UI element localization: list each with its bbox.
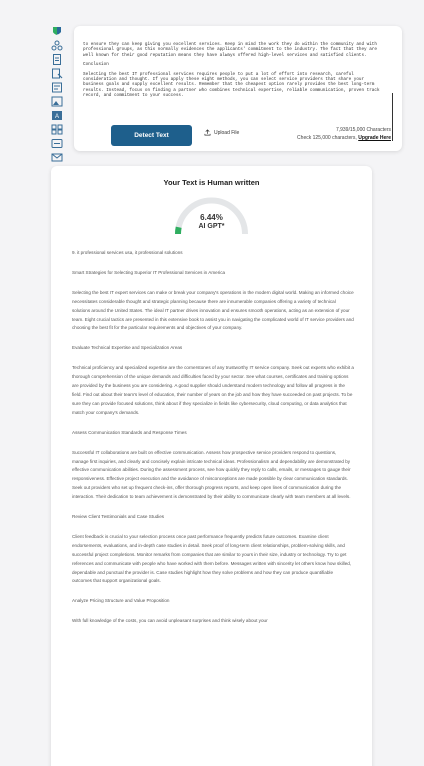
result-paragraph: Review Client Testimonials and Case Studies	[72, 514, 165, 520]
ai-score-percent: 6.44%	[200, 213, 223, 222]
translate-icon[interactable]	[50, 138, 64, 149]
result-paragraph: Analyze Pricing Structure and Value Proposition	[72, 598, 170, 604]
character-count: 7,939/15,000 Characters	[335, 127, 391, 133]
input-heading: Conclusion	[83, 62, 109, 68]
check-limit-text: Check 125,000 characters,	[297, 135, 357, 141]
result-paragraph: With full knowledge of the costs, you can avoid unpleasant surprises and think wisely about your	[72, 618, 268, 624]
result-title: Your Text is Human written	[163, 178, 260, 187]
image-icon[interactable]	[50, 96, 64, 107]
result-card	[51, 166, 372, 766]
upload-file-button[interactable]	[204, 129, 239, 136]
text-input-area[interactable]	[83, 42, 385, 103]
sidebar	[50, 26, 66, 163]
upload-icon	[204, 129, 211, 136]
character-info	[297, 126, 391, 142]
result-paragraph: Client feedback is crucial to your selection process once past performance frequently predicts future outcomes. Examine client endorsements, evaluations, and in-depth case studies in detail. Seek proof of long-term client relationships, problem-solving skills, and successful project completions. Monitor remarks from companies that are similar to yours in their size, industry or technology. Try to get references and communicate with people who have worked with them before. Messages written with sincerity let others know how skilled, dependable and punctual the provider is. Case studies highlight how they solve problems and how they can produce quantifiable outcomes that support organizational goals.	[72, 533, 352, 584]
result-paragraph: Assess Communication Standards and Response Times	[72, 429, 187, 435]
result-paragraph: Smart Strategies for Selecting Superior IT Professional Services in America	[72, 269, 226, 275]
plagiarism-icon[interactable]	[50, 40, 64, 51]
scrollbar[interactable]	[392, 93, 393, 141]
result-paragraph: Selecting the best IT expert services can make or break your company's operations in the modern digital world. Making an informed choice necessitates considerable thought and strategic planning because there are innumerable companies offering a variety of technical solutions around the United States. The ideal IT partner drives innovation and ensures smooth operations, acting as an extension of your team. Eight crucial tactics are presented in this extensive book to assist you in navigating the complicated world of IT service providers and choosing the best fit for the particular requirements and objectives of your company.	[72, 289, 354, 331]
svg-text:A: A	[54, 114, 60, 120]
grid-icon[interactable]	[50, 124, 64, 135]
grammar-icon[interactable]	[50, 110, 64, 121]
result-paragraph: Successful IT collaborations are built on effective communication. Assess how prospective service providers respond to questions, manage first inquiries, and clearly and concisely explain intricate technical ideas. Professionalism and dependability are demonstrated by effective communication abilities. During the assessment process, see how quickly they reply to calls, emails, or messages to gauge their responsiveness. Effective project execution and the avoidance of misconceptions are made possible by clear communication standards. Seek out providers who set up frequent check-ins, offer thorough progress reports, and keep open lines of communication during the interaction. Their dedication to team achievement is demonstrated by their ability to communicate clearly with team members at all levels.	[72, 449, 351, 500]
upload-label: Upload File	[214, 129, 240, 136]
result-text	[72, 249, 354, 637]
summarize-icon[interactable]	[50, 82, 64, 93]
paraphrase-icon[interactable]	[50, 68, 64, 79]
detect-text-button[interactable]: Detect Text	[111, 125, 192, 146]
result-paragraph: Evaluate Technical Expertise and Specialization Areas	[72, 345, 183, 351]
ai-score-label: AI GPT*	[198, 223, 225, 230]
logo-icon[interactable]	[50, 26, 64, 37]
result-paragraph: 9. it professional services usa, it professional solutions	[72, 250, 183, 255]
mail-icon[interactable]	[50, 152, 64, 163]
input-paragraph: Selecting the best IT professional services requires people to put a lot of effort into research, careful consideration and thought. If you apply these eight methods, you can select service providers that share your business goals and supply excellent results. Remember that the cheapest option rarely provides the best long-term results. Instead, focus on finding a partner who combines technical expertise, reliable communication, proven track record, and commitment to your success.	[83, 71, 380, 99]
ai-score-gauge	[171, 192, 252, 238]
upgrade-link[interactable]: Upgrade Here	[358, 135, 391, 141]
document-icon[interactable]	[50, 54, 64, 65]
result-paragraph: Technical proficiency and specialized expertise are the cornerstones of any trustworthy IT service company. Seek out experts who exhibit a thorough comprehension of the unique demands and difficulties faced by your sector. See what courses, certificates and training options are provided by the business you are considering. A good supplier should understand modern technology and follow all progress in the field. Find out about their team's level of education, their number of years on the job and how they have succeeded on past projects. To be sure they can provide focused solutions, think about if they specialize in fields like cybersecurity, cloud computing, or data analytics that match your company's demands.	[72, 365, 354, 415]
input-paragraph: to ensure they can keep giving you excellent services. Keep in mind the work they do within the community and with professional groups, as this normally evidences the applicants' commitment to the industry. The fact that they are well known for their good reputation means they have always offered high-level services and satisfied clients.	[83, 42, 377, 58]
